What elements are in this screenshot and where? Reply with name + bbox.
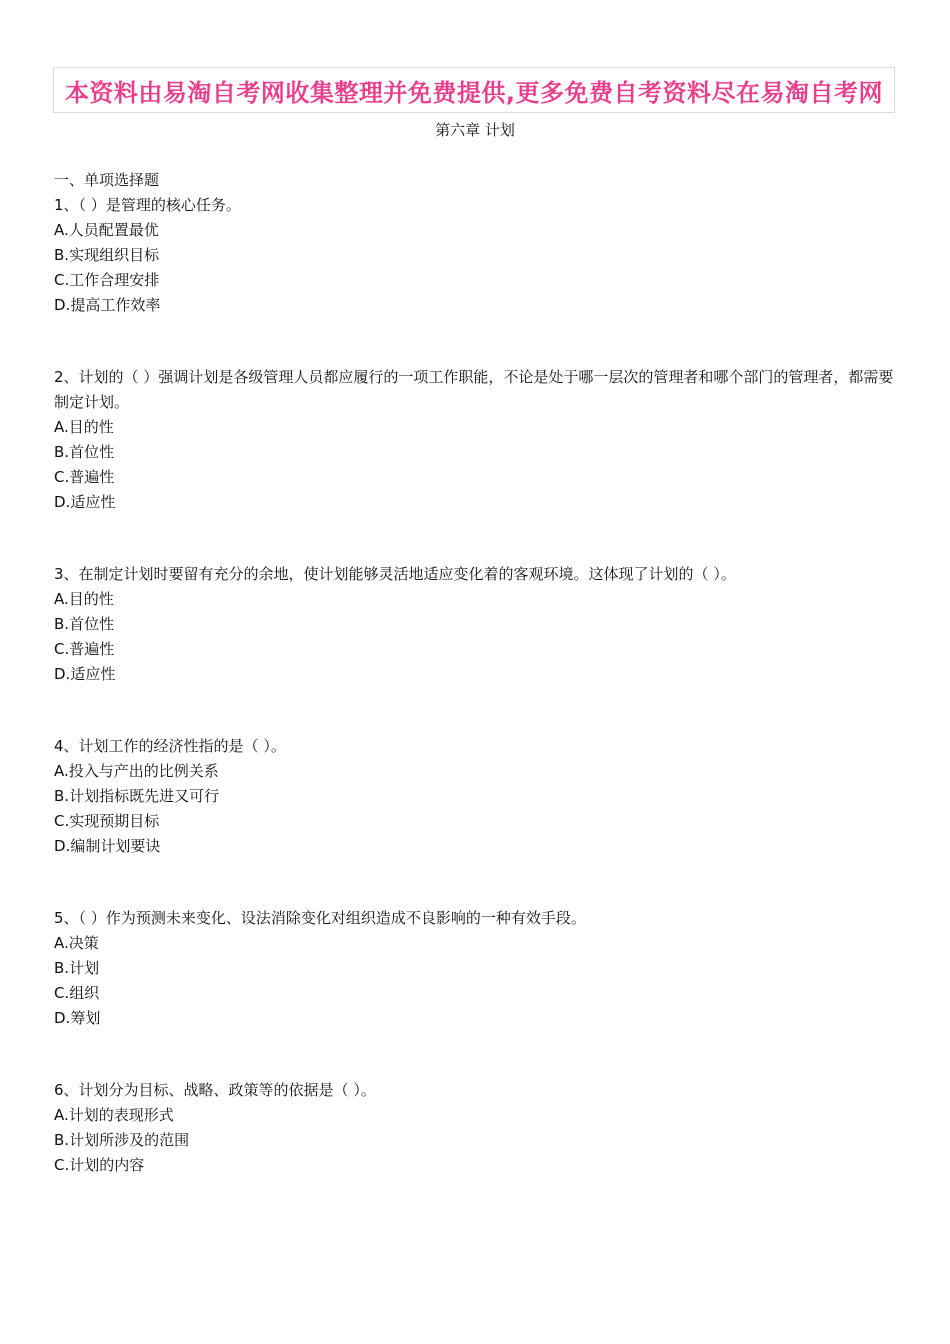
option-text: 普遍性	[69, 468, 115, 486]
question-6	[54, 1078, 904, 1178]
option-a	[54, 587, 904, 612]
question-number: 2	[54, 368, 64, 386]
question-2	[54, 365, 904, 515]
question-3	[54, 562, 904, 687]
option-text: 目的性	[68, 418, 114, 436]
option-c	[54, 268, 904, 293]
option-letter: B.	[54, 959, 70, 977]
option-letter: B.	[54, 1131, 70, 1149]
section-heading: 一、单项选择题	[54, 171, 160, 189]
option-letter: B.	[54, 787, 70, 805]
option-letter: B.	[54, 246, 70, 264]
question-number: 6	[54, 1081, 64, 1099]
option-text: 工作合理安排	[69, 271, 160, 289]
option-d	[54, 490, 904, 515]
option-a	[54, 1103, 904, 1128]
promo-banner	[53, 67, 895, 113]
option-letter: D.	[54, 837, 71, 855]
question-5	[54, 906, 904, 1031]
question-stem	[54, 906, 904, 931]
option-c	[54, 637, 904, 662]
option-letter: D.	[54, 665, 71, 683]
option-text: 普遍性	[69, 640, 115, 658]
option-letter: C.	[54, 640, 70, 658]
option-b	[54, 784, 904, 809]
question-number: 3	[54, 565, 64, 583]
option-b	[54, 440, 904, 465]
question-stem	[54, 734, 904, 759]
option-c	[54, 809, 904, 834]
option-text: 实现组织目标	[69, 246, 160, 264]
option-letter: C.	[54, 1156, 70, 1174]
option-letter: C.	[54, 984, 70, 1002]
option-letter: C.	[54, 812, 70, 830]
option-text: 筹划	[70, 1009, 101, 1027]
option-a	[54, 931, 904, 956]
option-letter: A.	[54, 221, 69, 239]
option-letter: C.	[54, 271, 70, 289]
question-number: 4	[54, 737, 64, 755]
question-list	[54, 168, 904, 1225]
option-a	[54, 759, 904, 784]
option-b	[54, 1128, 904, 1153]
question-stem	[54, 1078, 904, 1103]
question-text: 、计划的（ ）强调计划是各级管理人员都应履行的一项工作职能，不论是处于哪一层次的管理者和哪个部门的管理者，都需要制定计划。	[54, 368, 894, 411]
option-d	[54, 293, 904, 318]
option-text: 计划指标既先进又可行	[69, 787, 220, 805]
option-letter: D.	[54, 493, 71, 511]
option-b	[54, 243, 904, 268]
question-text: 、计划分为目标、战略、政策等的依据是（ ）。	[63, 1081, 376, 1099]
question-text: 、计划工作的经济性指的是（ ）。	[63, 737, 286, 755]
option-letter: B.	[54, 443, 70, 461]
option-text: 编制计划要诀	[70, 837, 161, 855]
option-a	[54, 218, 904, 243]
question-number: 5	[54, 909, 64, 927]
option-letter: A.	[54, 762, 69, 780]
option-text: 实现预期目标	[69, 812, 160, 830]
question-4	[54, 734, 904, 859]
question-text: 、（ ）是管理的核心任务。	[63, 196, 241, 214]
option-text: 首位性	[69, 443, 115, 461]
option-b	[54, 956, 904, 981]
option-text: 计划的内容	[69, 1156, 145, 1174]
option-text: 人员配置最优	[68, 221, 159, 239]
option-text: 计划	[69, 959, 100, 977]
option-letter: A.	[54, 934, 69, 952]
option-text: 适应性	[70, 493, 116, 511]
option-text: 适应性	[70, 665, 116, 683]
option-c	[54, 465, 904, 490]
chapter-title: 第六章 计划	[435, 121, 515, 139]
question-text: 、在制定计划时要留有充分的余地，使计划能够灵活地适应变化着的客观环境。这体现了计划的（ ）。	[63, 565, 736, 583]
option-letter: D.	[54, 296, 71, 314]
option-text: 首位性	[69, 615, 115, 633]
option-text: 计划所涉及的范围	[69, 1131, 190, 1149]
option-letter: A.	[54, 590, 69, 608]
question-number: 1	[54, 196, 64, 214]
option-b	[54, 612, 904, 637]
option-c	[54, 981, 904, 1006]
question-stem	[54, 562, 904, 587]
option-d	[54, 834, 904, 859]
question-1	[54, 193, 904, 318]
option-letter: B.	[54, 615, 70, 633]
option-text: 目的性	[68, 590, 114, 608]
option-text: 计划的表现形式	[68, 1106, 174, 1124]
option-letter: D.	[54, 1009, 71, 1027]
option-d	[54, 662, 904, 687]
option-letter: A.	[54, 1106, 69, 1124]
option-letter: A.	[54, 418, 69, 436]
question-stem	[54, 365, 904, 415]
option-d	[54, 1006, 904, 1031]
question-stem	[54, 193, 904, 218]
question-text: 、（ ）作为预测未来变化、设法消除变化对组织造成不良影响的一种有效手段。	[63, 909, 586, 927]
option-text: 决策	[68, 934, 99, 952]
option-text: 投入与产出的比例关系	[68, 762, 219, 780]
banner-text: 本资料由易淘自考网收集整理并免费提供,更多免费自考资料尽在易淘自考网	[64, 78, 884, 107]
option-text: 提高工作效率	[70, 296, 161, 314]
option-letter: C.	[54, 468, 70, 486]
option-a	[54, 415, 904, 440]
option-c	[54, 1153, 904, 1178]
option-text: 组织	[69, 984, 100, 1002]
